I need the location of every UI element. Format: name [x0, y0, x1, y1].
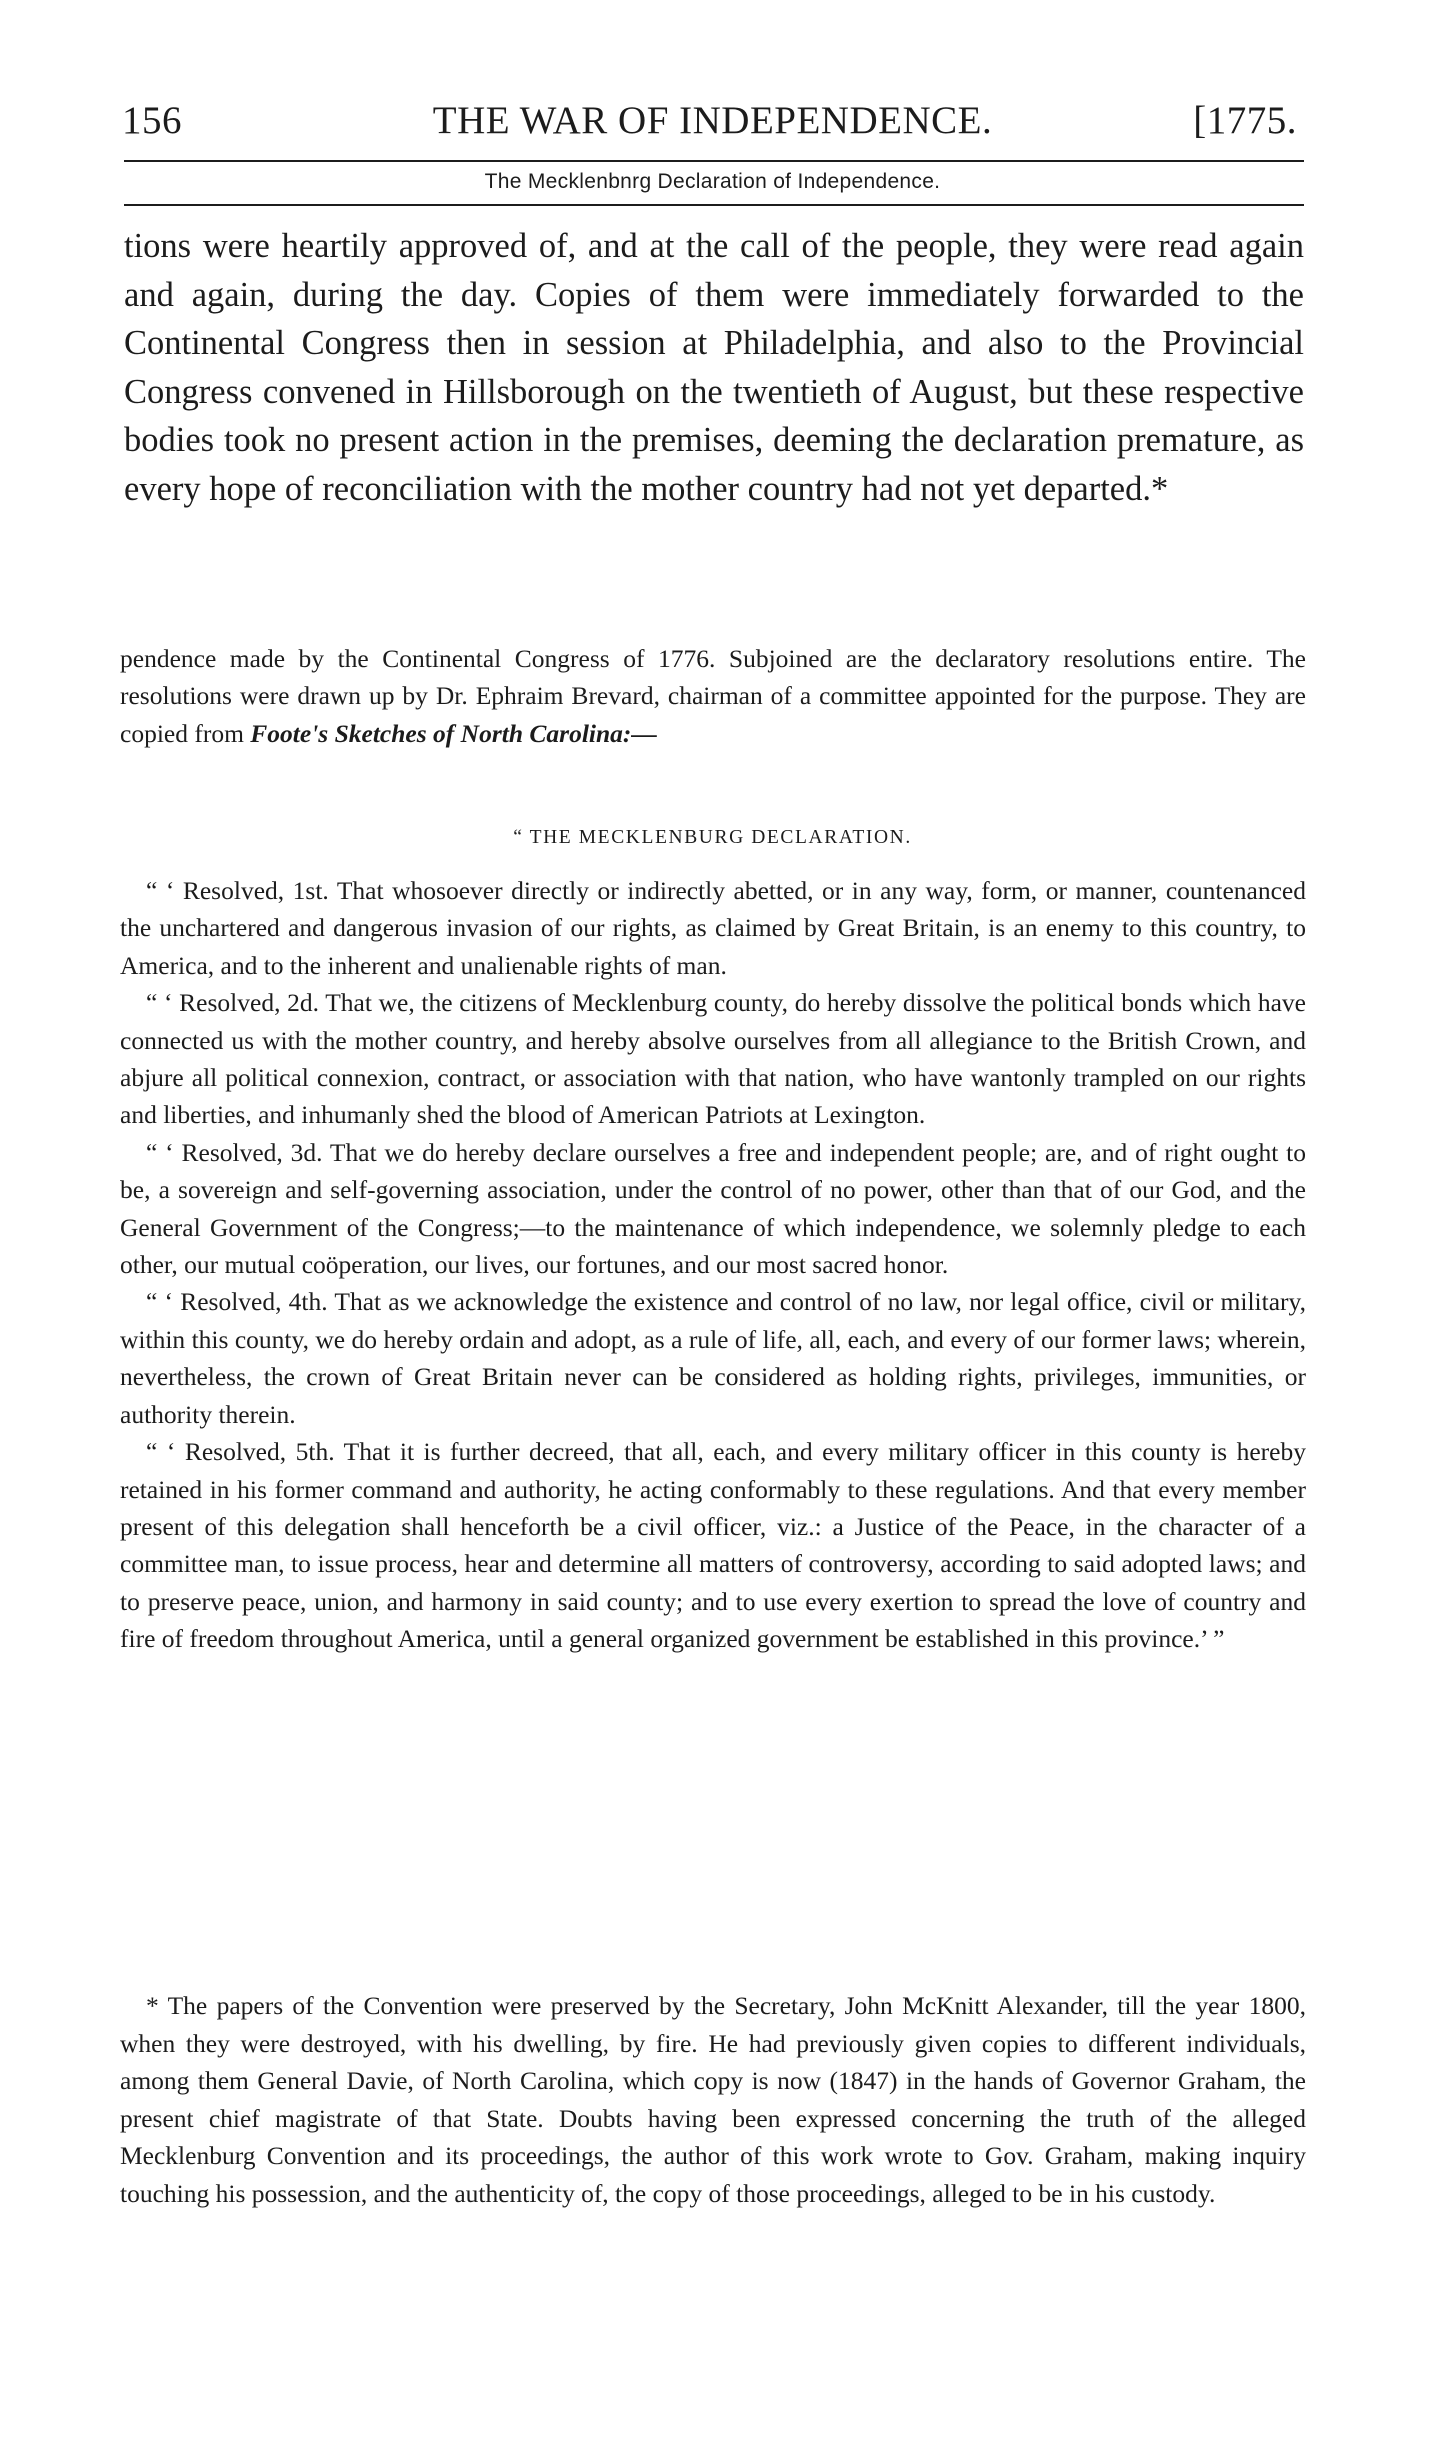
footnote: [120, 1987, 1306, 2213]
resolution-4: “ ‘ Resolved, 4th. That as we acknowledge the existence and control of no law, nor legal office, civil or military, within this county, we do hereby ordain and adopt, as a rule of life, all, each, and every of our former laws; wherein, nevertheless, the crown of Great Britain never can be considered as holding rights, privileges, immunities, or authority therein.: [120, 1287, 1306, 1429]
page-number: 156: [122, 99, 182, 142]
intro-paragraph: [120, 640, 1306, 752]
book-page: [120, 0, 1305, 2437]
running-head: [120, 98, 1305, 158]
intro-text: pendence made by the Continental Congress of 1776. Subjoined are the declaratory resolutions entire. The resolutions were drawn up by Dr. Ephraim Brevard, chairman of a committee appointed for the purpose. They are copied from: [120, 644, 1306, 748]
resolution-3: “ ‘ Resolved, 3d. That we do hereby declare ourselves a free and independent people; are, and of right ought to be, a sovereign and self-governing association, under the control of no power, other than that of our God, and the General Government of the Congress;—to the maintenance of which independence, we solemnly pledge to each other, our mutual coöperation, our lives, our fortunes, and our most sacred honor.: [120, 1137, 1306, 1280]
header-rule-top: [124, 160, 1304, 162]
header-rule-bottom: [124, 204, 1304, 206]
running-title: THE WAR OF INDEPENDENCE.: [432, 99, 993, 142]
resolution-2: “ ‘ Resolved, 2d. That we, the citizens of Mecklenburg county, do hereby dissolve the political bonds which have connected us with the mother country, and hereby absolve ourselves from all allegiance to the British Crown, and abjure all political connexion, contract, or association with that nation, who have wantonly trampled on our rights and liberties, and inhumanly shed the blood of American Patriots at Lexington.: [120, 988, 1306, 1130]
intro-citation: Foote's Sketches of North Carolina:—: [250, 718, 657, 748]
resolution-5: “ ‘ Resolved, 5th. That it is further decreed, that all, each, and every military officer in this county is hereby retained in his former command and authority, he acting conformably to these regulations. And that every member present of this delegation shall henceforth be a civil officer, viz.: a Justice of the Peace, in the character of a committee man, to issue process, hear and determine all matters of controversy, according to said adopted laws; and to preserve peace, union, and harmony in said county; and to use every exertion to spread the love of country and fire of freedom throughout America, until a general organized government be established in this province.’ ”: [120, 1437, 1306, 1654]
declaration-heading: “ THE MECKLENBURG DECLARATION.: [513, 827, 912, 848]
footnote-text: * The papers of the Convention were preserved by the Secretary, John McKnitt Alexander, till the year 1800, when they were destroyed, with his dwelling, by fire. He had previously given copies to different individuals, among them General Davie, of North Carolina, which copy is now (1847) in the hands of Governor Graham, the present chief magistrate of that State. Doubts having been expressed concerning the truth of the alleged Mecklenburg Convention and its proceedings, the author of this work wrote to Gov. Graham, making inquiry touching his possession, and the authenticity of, the copy of those proceedings, alleged to be in his custody.: [120, 1991, 1306, 2208]
running-year: [1775.: [1193, 99, 1297, 142]
section-subtitle: The Mecklenbnrg Declaration of Independence.: [484, 170, 941, 193]
main-paragraph: tions were heartily approved of, and at the call of the people, they were read again and again, during the day. Copies of them were immediately forwarded to the Continental Congress then in session at Philadelphia, and also to the Provincial Congress convened in Hillsborough on the twentieth of August, but these respective bodies took no present action in the premises, deeming the declaration premature, as every hope of reconciliation with the mother country had not yet departed.*: [124, 227, 1304, 508]
resolutions-block: [120, 872, 1306, 1658]
resolution-1: “ ‘ Resolved, 1st. That whosoever directly or indirectly abetted, or in any way, form, or manner, countenanced the unchartered and dangerous invasion of our rights, as claimed by Great Britain, is an enemy to this country, to America, and to the inherent and unalienable rights of man.: [120, 876, 1306, 980]
